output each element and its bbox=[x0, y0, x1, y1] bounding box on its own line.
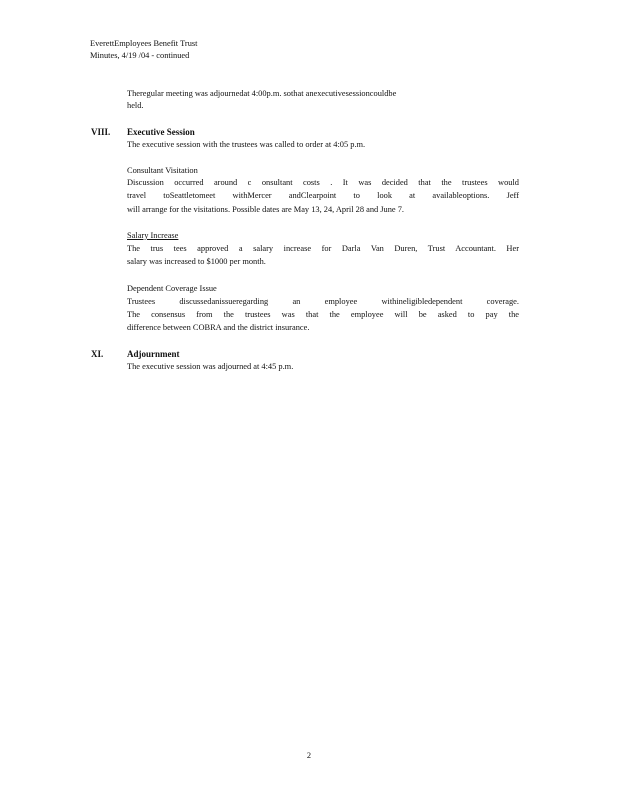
header-title: EverettEmployees Benefit Trust bbox=[90, 39, 198, 48]
consultant-line-2: travel toSeattletomeet withMercer andClearpoint to look at availableoptions. Jeff bbox=[127, 191, 519, 200]
page-number: 2 bbox=[306, 751, 312, 760]
dependent-line-2: The consensus from the trustees was that the employee will be asked to pay the bbox=[127, 310, 519, 319]
intro-line-2: held. bbox=[127, 101, 144, 110]
section-number-viii: VIII. bbox=[91, 127, 111, 137]
consultant-line-1: Discussion occurred around c onsultant costs . It was decided that the trustees would bbox=[127, 178, 519, 187]
salary-increase-title: Salary Increase bbox=[127, 231, 179, 240]
consultant-line-3: will arrange for the visitations. Possible dates are May 13, 24, April 28 and June 7. bbox=[127, 205, 405, 214]
consultant-visitation-title: Consultant Visitation bbox=[127, 166, 198, 175]
intro-line-1: Theregular meeting was adjournedat 4:00p.m. sothat anexecutivesessioncouldbe bbox=[127, 89, 397, 98]
section-title-adjournment: Adjournment bbox=[127, 349, 180, 359]
section-number-xi: XI. bbox=[91, 349, 104, 359]
dependent-coverage-title: Dependent Coverage Issue bbox=[127, 284, 217, 293]
salary-line-1: The trus tees approved a salary increase for Darla Van Duren, Trust Accountant. Her bbox=[127, 244, 519, 253]
section-title-executive-session: Executive Session bbox=[127, 127, 195, 137]
dependent-line-1: Trustees discussedanissueregarding an employee withineligibledependent coverage. bbox=[127, 297, 519, 306]
executive-session-line-1: The executive session with the trustees was called to order at 4:05 p.m. bbox=[127, 140, 366, 149]
dependent-line-3: difference between COBRA and the district insurance. bbox=[127, 323, 310, 332]
adjournment-line-1: The executive session was adjourned at 4:45 p.m. bbox=[127, 362, 294, 371]
salary-line-2: salary was increased to $1000 per month. bbox=[127, 257, 266, 266]
header-subtitle: Minutes, 4/19 /04 - continued bbox=[90, 51, 190, 60]
